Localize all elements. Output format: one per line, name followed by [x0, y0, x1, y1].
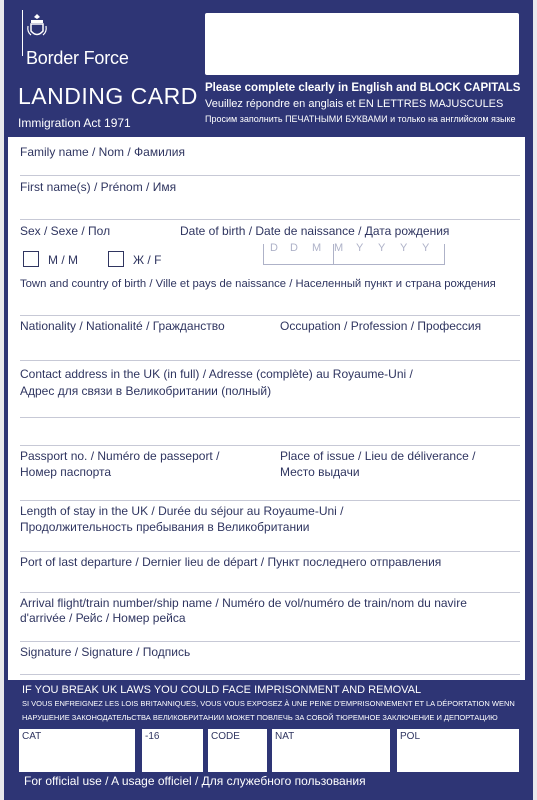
- instruction-russian: Просим заполнить ПЕЧАТНЫМИ БУКВАМИ и только на английском языке: [205, 114, 516, 124]
- birthplace-label: Town and country of birth / Ville et pays de naissance / Населенный пункт и страна рождения: [20, 278, 496, 290]
- dob-letter: Y: [378, 242, 386, 254]
- organisation-name: Border Force: [26, 48, 129, 68]
- sex-female-checkbox[interactable]: [108, 251, 124, 267]
- departure-port-label: Port of last departure / Dernier lieu de départ / Пункт последнего отправления: [20, 555, 442, 569]
- stay-length-label-russian: Продолжительность пребывания в Великобритании: [20, 520, 310, 534]
- arrival-flight-label-2: d'arrivée / Рейс / Номер рейса: [20, 611, 186, 625]
- passport-issue-field[interactable]: [20, 500, 520, 501]
- official-box-label: -16: [145, 731, 160, 742]
- official-box-label: POL: [400, 731, 421, 742]
- landing-card: [4, 0, 533, 800]
- official-stamp-box[interactable]: [205, 13, 519, 75]
- arrival-flight-label: Arrival flight/train number/ship name / Numéro de vol/numéro de train/nom du navire: [20, 596, 467, 610]
- stay-length-label: Length of stay in the UK / Durée du séjour au Royaume-Uni /: [20, 504, 344, 518]
- departure-port-field[interactable]: [20, 592, 520, 593]
- dob-letter: D: [290, 242, 298, 254]
- dob-letter: M: [334, 242, 344, 254]
- official-box-pol[interactable]: [397, 729, 519, 772]
- nationality-label: Nationality / Nationalité / Гражданство: [20, 319, 225, 333]
- sex-male-label: M / M: [48, 253, 78, 267]
- warning-english: IF YOU BREAK UK LAWS YOU COULD FACE IMPRISONMENT AND REMOVAL: [22, 684, 422, 696]
- instruction-french: Veuillez répondre en anglais et EN LETTRES MAJUSCULES: [205, 98, 504, 110]
- arrival-flight-field[interactable]: [20, 641, 520, 642]
- warning-french: SI VOUS ENFREIGNEZ LES LOIS BRITANNIQUES, VOUS VOUS EXPOSEZ À UNE PEINE D'EMPRISONNEMENT ET LA DÉPORTATION WENN: [22, 699, 515, 708]
- form-panel: [8, 137, 525, 680]
- occupation-label: Occupation / Profession / Профессия: [280, 319, 482, 333]
- official-box-label: CAT: [22, 731, 42, 742]
- birthplace-field[interactable]: [20, 315, 520, 316]
- address-label: Contact address in the UK (in full) / Adresse (complète) au Royaume-Uni /: [20, 367, 413, 381]
- dob-letter: Y: [400, 242, 408, 254]
- nationality-occupation-field[interactable]: [20, 360, 520, 361]
- issue-place-label: Place of issue / Lieu de déliverance /: [280, 449, 476, 463]
- passport-label-russian: Номер паспорта: [20, 465, 112, 479]
- dob-letter: M: [312, 242, 322, 254]
- official-use-label: For official use / A usage officiel / Для служебного пользования: [24, 774, 366, 788]
- royal-crest-icon: [26, 12, 48, 40]
- sex-female-label: Ж / F: [133, 253, 162, 267]
- dob-label: Date of birth / Date de naissance / Дата рождения: [180, 224, 450, 238]
- official-box-cat[interactable]: [19, 729, 135, 772]
- official-box-label: CODE: [211, 731, 240, 742]
- dob-letter: Y: [356, 242, 364, 254]
- address-field-line-1[interactable]: [20, 417, 520, 418]
- passport-label: Passport no. / Numéro de passeport /: [20, 449, 220, 463]
- signature-field[interactable]: [20, 674, 520, 675]
- address-field-line-2[interactable]: [20, 445, 520, 446]
- stay-length-field[interactable]: [20, 551, 520, 552]
- first-names-field[interactable]: [20, 219, 520, 220]
- family-name-field[interactable]: [20, 175, 520, 176]
- official-box-age[interactable]: [142, 729, 203, 772]
- official-box-label: NAT: [275, 731, 295, 742]
- address-label-russian: Адрес для связи в Великобритании (полный): [20, 384, 272, 398]
- instruction-english: Please complete clearly in English and BLOCK CAPITALS: [205, 82, 521, 94]
- header-divider: [22, 10, 23, 56]
- sex-male-checkbox[interactable]: [23, 251, 39, 267]
- official-box-nat[interactable]: [272, 729, 390, 772]
- first-names-label: First name(s) / Prénom / Имя: [20, 180, 177, 194]
- dob-letter: D: [270, 242, 278, 254]
- dob-letter: Y: [422, 242, 430, 254]
- card-header: [4, 0, 533, 137]
- act-reference: Immigration Act 1971: [18, 116, 131, 130]
- warning-russian: НАРУШЕНИЕ ЗАКОНОДАТЕЛЬСТВА ВЕЛИКОБРИТАНИИ МОЖЕТ ПОВЛЕЧЬ ЗА СОБОЙ ТЮРЕМНОЕ ЗАКЛЮЧЕНИЕ И ДЕПОРТАЦИЮ: [22, 713, 498, 722]
- family-name-label: Family name / Nom / Фамилия: [20, 145, 185, 159]
- official-box-code[interactable]: [208, 729, 267, 772]
- issue-place-label-russian: Место выдачи: [280, 465, 360, 479]
- card-title: LANDING CARD: [18, 83, 198, 109]
- sex-label: Sex / Sexe / Пол: [20, 224, 111, 238]
- signature-label: Signature / Signature / Подпись: [20, 645, 191, 659]
